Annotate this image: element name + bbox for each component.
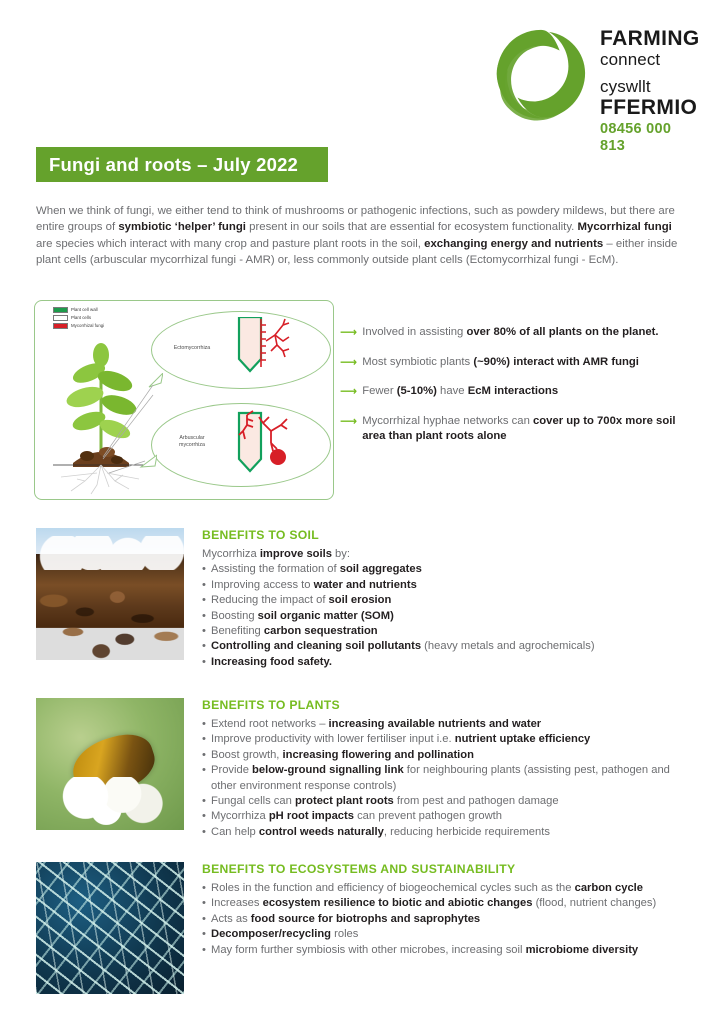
farming-connect-logo xyxy=(492,24,700,154)
legend-label: Plant cell wall xyxy=(71,306,98,312)
key-fact-item xyxy=(340,355,690,371)
swirl-logo-icon xyxy=(492,26,590,124)
benefit-bullet: • Boosting soil organic matter (SOM) xyxy=(202,609,692,624)
key-fact-item xyxy=(340,414,690,445)
benefit-bullet: • Reducing the impact of soil erosion xyxy=(202,593,692,608)
arbuscular-bubble-tail xyxy=(139,453,157,471)
benefit-bullet-list xyxy=(202,562,692,670)
key-facts-list xyxy=(340,325,690,459)
arrow-right-icon: ⟶ xyxy=(340,325,358,339)
benefit-bullet: • May form further symbiosis with other microbes, increasing soil microbiome diversity xyxy=(202,943,692,958)
ectomycorrhiza-root-graphic xyxy=(233,317,293,379)
section-heading: BENEFITS TO SOIL xyxy=(202,528,319,542)
benefit-bullet: • Controlling and cleaning soil pollutants (heavy metals and agrochemicals) xyxy=(202,639,692,654)
key-fact-text: Most symbiotic plants (~90%) interact with AMR fungi xyxy=(362,355,639,368)
key-fact-item xyxy=(340,384,690,400)
benefit-bullet: • Increasing food safety. xyxy=(202,655,692,670)
bee-on-flower-photo xyxy=(36,698,184,830)
benefit-bullet: • Provide below-ground signalling link for neighbouring plants (assisting pest, pathogen and other environment response controls) xyxy=(202,763,692,794)
key-fact-text: Mycorrhizal hyphae networks can cover up to 700x more soil area than plant roots alone xyxy=(362,414,676,443)
arbuscular-mycorrhiza-label xyxy=(163,435,221,449)
logo-phone-number: 08456 000 813 xyxy=(600,121,672,154)
logo-line-cyswllt: cyswllt xyxy=(600,77,651,96)
arbuscular-label-line1: Arbuscular xyxy=(179,435,205,441)
benefit-bullet-list xyxy=(202,881,692,958)
logo-wordmark xyxy=(600,28,700,155)
page-title: Fungi and roots – July 2022 xyxy=(36,147,328,182)
plant-illustration xyxy=(49,323,153,495)
benefit-bullet: • Assisting the formation of soil aggregates xyxy=(202,562,692,577)
intro-paragraph: When we think of fungi, we either tend to think of mushrooms or pathogenic infections, such as powdery mildews, but there are entire groups of symbiotic ‘helper’ fungi present in our soils that are essential for ecosystem functionality. Mycorrhizal fungi are species which interact with many crop and pasture plant roots in the soil, exchanging energy and nutrients – either inside plant cells (arbuscular mycorrhizal fungi - AMR) or, less commonly outside plant cells (Ectomycorrhizal fungi - EcM). xyxy=(36,205,678,267)
hyphae-network-microscopy-photo xyxy=(36,862,184,994)
benefit-bullet: • Acts as food source for biotrophs and saprophytes xyxy=(202,912,692,927)
key-fact-item xyxy=(340,325,690,341)
ectomycorrhiza-bubble-tail xyxy=(147,373,163,389)
benefit-bullet: • Can help control weeds naturally, reducing herbicide requirements xyxy=(202,825,692,840)
arbuscular-label-line2: mycorrhiza xyxy=(179,442,205,448)
benefit-bullet: • Decomposer/recycling roles xyxy=(202,927,692,942)
legend-swatch-plant-cell-wall xyxy=(53,307,68,313)
logo-line-connect: connect xyxy=(600,50,661,69)
legend-swatch-plant-cells xyxy=(53,315,68,321)
logo-line-ffermio: FFERMIO xyxy=(600,96,698,119)
section-heading: BENEFITS TO ECOSYSTEMS AND SUSTAINABILITY xyxy=(202,862,516,876)
arrow-right-icon: ⟶ xyxy=(340,384,358,399)
benefit-bullet: • Roles in the function and efficiency of biogeochemical cycles such as the carbon cycle xyxy=(202,881,692,896)
arbuscular-root-graphic xyxy=(233,409,295,479)
legend-label: Mycorrhizal fungi xyxy=(71,322,105,328)
benefit-bullet: • Improving access to water and nutrients xyxy=(202,578,692,593)
key-fact-text: Fewer (5-10%) have EcM interactions xyxy=(362,385,559,398)
section-body xyxy=(202,698,692,840)
section-heading: BENEFITS TO PLANTS xyxy=(202,698,340,712)
benefit-bullet: • Improve productivity with lower fertiliser input i.e. nutrient uptake efficiency xyxy=(202,732,692,747)
section-body xyxy=(202,528,692,670)
section-body xyxy=(202,862,692,958)
benefit-bullet: • Boost growth, increasing flowering and pollination xyxy=(202,748,692,763)
benefit-bullet: • Benefiting carbon sequestration xyxy=(202,624,692,639)
benefit-bullet: • Increases ecosystem resilience to biotic and abiotic changes (flood, nutrient changes) xyxy=(202,896,692,911)
logo-line-farming: FARMING xyxy=(600,27,700,50)
legend-item xyxy=(53,314,153,321)
key-fact-text: Involved in assisting over 80% of all plants on the planet. xyxy=(362,326,659,338)
legend-label: Plant cells xyxy=(71,314,92,320)
soil-cross-section-photo xyxy=(36,528,184,660)
benefit-bullet: • Mycorrhiza pH root impacts can prevent pathogen growth xyxy=(202,809,692,824)
mycorrhiza-diagram-panel xyxy=(34,300,334,500)
benefit-bullet: • Fungal cells can protect plant roots from pest and pathogen damage xyxy=(202,794,692,809)
section-lead-text: Mycorrhiza improve soils by: xyxy=(202,548,350,560)
ectomycorrhiza-label: Ectomycorrhiza xyxy=(173,345,211,351)
arrow-right-icon: ⟶ xyxy=(340,413,358,428)
legend-item xyxy=(53,306,153,313)
arrow-right-icon: ⟶ xyxy=(340,354,358,369)
benefit-bullet: • Extend root networks – increasing available nutrients and water xyxy=(202,717,692,732)
benefit-bullet-list xyxy=(202,717,692,840)
